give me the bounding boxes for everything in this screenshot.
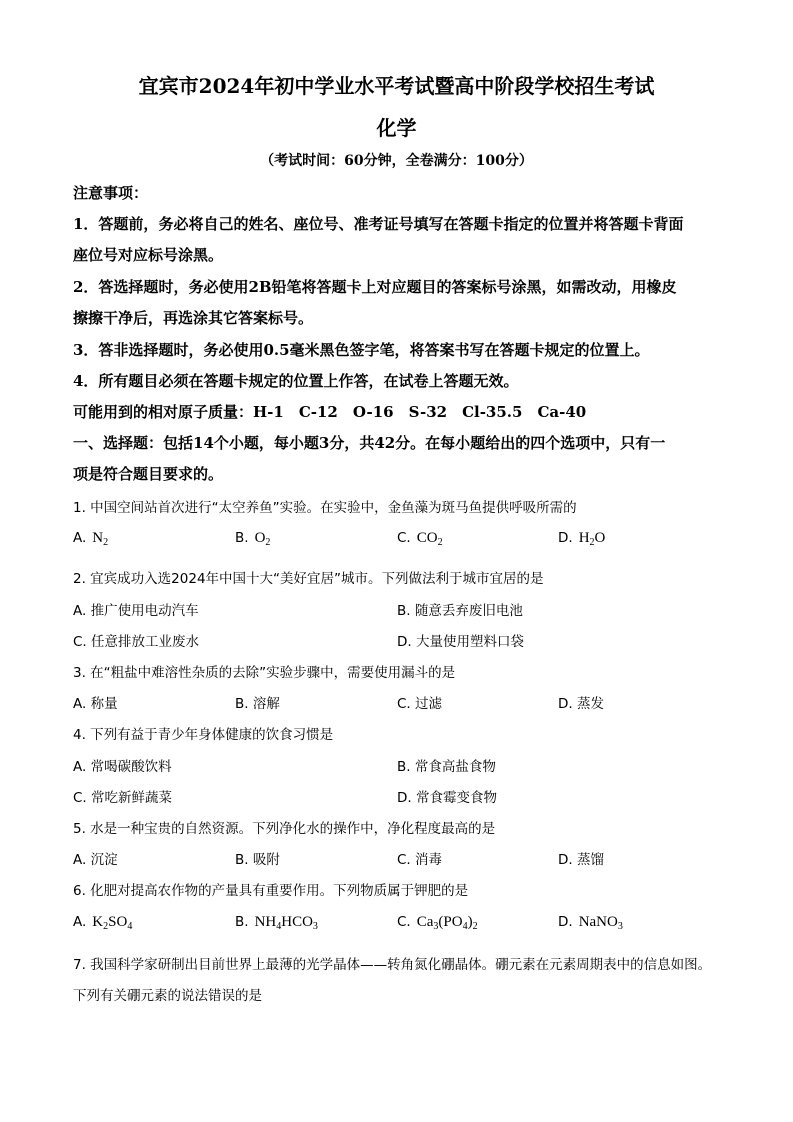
question-3-stem: 3. 在“粗盐中难溶性杂质的去除”实验步骤中，需要使用漏斗的是 — [73, 665, 456, 681]
question-4-option-d[interactable]: D. 常食霉变食物 — [397, 790, 497, 806]
section-heading-line-2: 项是符合题目要求的。 — [73, 465, 224, 483]
question-6-stem: 6. 化肥对提高农作物的产量具有重要作用。下列物质属于钾肥的是 — [73, 883, 469, 899]
question-4-option-b[interactable]: B. 常食高盐食物 — [397, 759, 496, 775]
subject-title: 化学 — [376, 116, 417, 140]
question-4-stem: 4. 下列有益于青少年身体健康的饮食习惯是 — [73, 727, 334, 743]
question-4-option-a[interactable]: A. 常喝碳酸饮料 — [73, 759, 172, 775]
note-2-line-1: 2．答选择题时，务必使用2B铅笔将答题卡上对应题目的答案标号涂黑，如需改动，用橡皮 — [73, 278, 677, 296]
note-1-line-1: 1．答题前，务必将自己的姓名、座位号、准考证号填写在答题卡指定的位置并将答题卡背面 — [73, 215, 684, 233]
question-1-option-d[interactable]: D. $H_2O$ — [558, 530, 606, 548]
question-1-option-b[interactable]: B. $O_2$ — [235, 530, 271, 548]
question-6-option-b[interactable]: B. $NH_4HCO_3$ — [235, 914, 318, 932]
exam-title: 宜宾市2024年初中学业水平考试暨高中阶段学校招生考试 — [138, 74, 655, 98]
question-6-option-a[interactable]: A. $K_2SO_4$ — [73, 914, 133, 932]
question-2-option-b[interactable]: B. 随意丢弃废旧电池 — [397, 603, 523, 619]
question-5-option-b[interactable]: B. 吸附 — [235, 852, 280, 868]
question-7-stem-line-1: 7. 我国科学家研制出目前世界上最薄的光学晶体——转角氮化硼晶体。硼元素在元素周期表中的信息如图。 — [73, 957, 712, 973]
question-2-option-d[interactable]: D. 大量使用塑料口袋 — [397, 634, 524, 650]
question-1-stem: 1. 中国空间站首次进行“太空养鱼”实验。在实验中，金鱼藻为斑马鱼提供呼吸所需的 — [73, 500, 577, 516]
question-5-option-d[interactable]: D. 蒸馏 — [558, 852, 604, 868]
question-2-stem: 2. 宜宾成功入选2024年中国十大“美好宜居”城市。下列做法利于城市宜居的是 — [73, 571, 544, 587]
question-3-option-d[interactable]: D. 蒸发 — [558, 696, 604, 712]
note-3: 3．答非选择题时，务必使用0.5毫米黑色签字笔，将答案书写在答题卡规定的位置上。 — [73, 341, 650, 359]
question-1-option-c[interactable]: C. $CO_2$ — [397, 530, 443, 548]
question-5-stem: 5. 水是一种宝贵的自然资源。下列净化水的操作中，净化程度最高的是 — [73, 821, 496, 837]
question-3-option-a[interactable]: A. 称量 — [73, 696, 118, 712]
question-5-option-c[interactable]: C. 消毒 — [397, 852, 443, 868]
note-1-line-2: 座位号对应标号涂黑。 — [73, 246, 224, 264]
exam-info: （考试时间：60分钟，全卷满分：100分） — [260, 153, 533, 169]
question-3-option-b[interactable]: B. 溶解 — [235, 696, 280, 712]
question-5-option-a[interactable]: A. 沉淀 — [73, 852, 118, 868]
question-6-option-d[interactable]: D. NaNO$_3$ — [558, 914, 623, 932]
question-2-option-c[interactable]: C. 任意排放工业废水 — [73, 634, 200, 650]
notes-heading: 注意事项： — [73, 184, 149, 202]
note-4: 4．所有题目必须在答题卡规定的位置上作答，在试卷上答题无效。 — [73, 372, 519, 390]
question-6-option-c[interactable]: C. $Ca_3(PO_4)_2$ — [397, 914, 478, 932]
atomic-masses: 可能用到的相对原子质量：H-1 C-12 O-16 S-32 Cl-35.5 Ca-40 — [73, 403, 587, 421]
note-2-line-2: 擦擦干净后，再选涂其它答案标号。 — [73, 309, 314, 327]
question-4-option-c[interactable]: C. 常吃新鲜蔬菜 — [73, 790, 173, 806]
question-7-stem-line-2: 下列有关硼元素的说法错误的是 — [73, 988, 262, 1004]
question-3-option-c[interactable]: C. 过滤 — [397, 696, 443, 712]
question-2-option-a[interactable]: A. 推广使用电动汽车 — [73, 603, 199, 619]
question-1-option-a[interactable]: A. $N_2$ — [73, 530, 109, 548]
section-heading-line-1: 一、选择题：包括14个小题，每小题3分，共42分。在每小题给出的四个选项中，只有一 — [73, 434, 666, 452]
